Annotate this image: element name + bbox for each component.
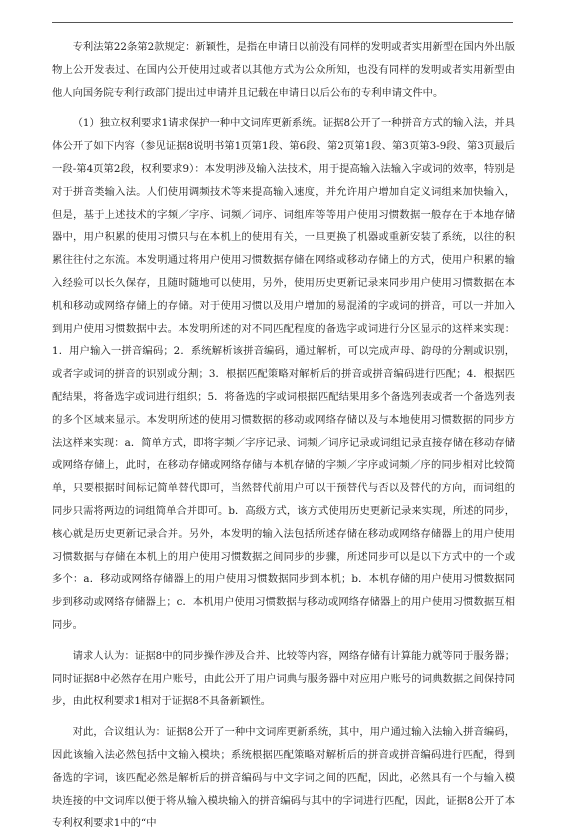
document-body bbox=[52, 36, 515, 830]
header-rule bbox=[52, 22, 513, 23]
paragraph-law-article: 专利法第22条第2款规定：新颖性，是指在申请日以前没有同样的发明或者实用新型在国内外出版物上公开发表过、在国内公开使用过或者以其他方式为公众所知，也没有同样的发明或者实用新型由他人向国务院专利行政部门提出过申请并且记载在申请日以后公布的专利申请文件中。 bbox=[52, 41, 515, 99]
paragraph-panel-opinion: 对此，合议组认为：证据8公开了一种中文词库更新系统，其中，用户通过输入法输入拼音编码，因此该输入法必然包括中文输入模块；系统根据匹配策略对解析后的拼音或拼音编码进行匹配，得到备选的字词，该匹配必然是解析后的拼音编码与中文字词之间的匹配，因此，必然具有一个与输入模块连接的中文词库以便于将从输入模块输入的拼音编码与其中的字词进行匹配，因此，证据8公开了本专利权利要求1中的“中 bbox=[52, 726, 515, 830]
paragraph-claim-1-analysis: （1）独立权利要求1请求保护一种中文词库更新系统。证据8公开了一种拼音方式的输入法，并具体公开了如下内容（参见证据8说明书第1页第1段、第6段、第2页第1段、第3页第3-9段、第3页最后一段-第4页第2段，权利要求9）：本发明涉及输入法技术，用于提高输入法输入字或词的效率，特别是对于拼音类输入法。人们使用调频技术等来提高输入速度，并允许用户增加自定义词组来加快输入，但是，基于上述技术的字频／字序、词频／词序、词组库等等用户使用习惯数据一般存在于本地存储器中，用户积累的使用习惯只与在本机上的使用有关，一旦更换了机器或重新安装了系统，以往的积累往往付之东流。本发明通过将用户使用习惯数据存储在网络或移动存储上的方式，使用户积累的输入经验可以长久保存，且随时随地可以使用，另外，使用历史更新记录来同步用户使用习惯数据在本机和移动或网络存储上的存储。对于使用习惯以及用户增加的易混淆的字或词的拼音，可以一并加入到用户使用习惯数据中去。本发明所述的对不同匹配程度的备选字或词进行分区显示的这样来实现：1．用户输入一拼音编码；2．系统解析该拼音编码，通过解析，可以完成声母、韵母的分割或识别，或者字或词的拼音的识别或分割；3．根据匹配策略对解析后的拼音或拼音编码进行匹配；4．根据匹配结果，将备选字或词进行组织；5．将备选的字或词根据匹配结果用多个备选列表或者一个备选列表的多个区域来显示。本发明所述的使用习惯数据的移动或网络存储以及与本地使用习惯数据的同步方法这样来实现：a．简单方式，即将字频／字序记录、词频／词序记录或词组记录直接存储在移动存储或网络存储上，此时，在移动存储或网络存储与本机存储的字频／字序或词频／序的同步相对比较简单，只要根据时间标记简单替代即可，当然替代前用户可以干预替代与否以及替代的方向，而词组的同步只需将两边的词组简单合并即可。b．高级方式，该方式使用历史更新记录来实现，所述的同步，核心就是历史更新记录合并。另外，本发明的输入法包括所述存储在移动或网络存储器上的用户使用习惯数据与存储在本机上的用户使用习惯数据之间同步的步骤，所述同步可以是以下方式中的一个或多个：a．移动或网络存储器上的用户使用习惯数据同步到本机；b．本机存储的用户使用习惯数据同步到移动或网络存储器上；c．本机用户使用习惯数据与移动或网络存储器上的用户使用习惯数据互相同步。 bbox=[52, 117, 515, 631]
paragraph-requester-opinion: 请求人认为：证据8中的同步操作涉及合并、比较等内容，网络存储有计算能力就等同于服务器；同时证据8中必然存在用户账号，由此公开了用户词典与服务器中对应用户账号的词典数据之间保持同步，由此权利要求1相对于证据8不具备新颖性。 bbox=[52, 649, 515, 708]
